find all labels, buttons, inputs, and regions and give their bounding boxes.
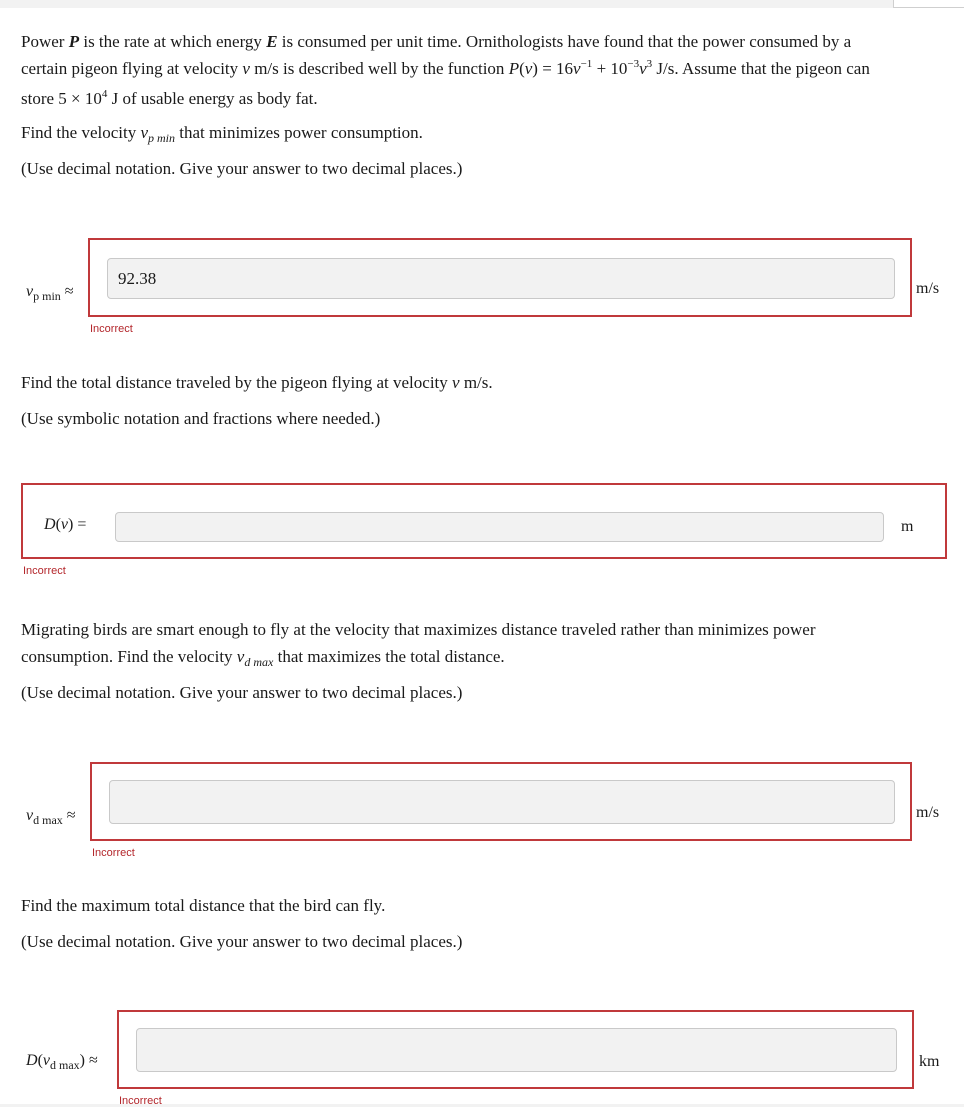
part3-label: $v_{d max}$ ≈ — [26, 807, 76, 827]
part1-instruction: (Use decimal notation. Give your answer to two decimal places.) — [21, 159, 463, 178]
part2-status: Incorrect — [23, 565, 66, 577]
part3-question-line-1: Migrating birds are smart enough to fly at the velocity that maximizes distance traveled rather than minimizes power — [21, 620, 816, 639]
part3-status: Incorrect — [92, 847, 135, 859]
part1-status: Incorrect — [90, 323, 133, 335]
problem-line-1: Power P is the rate at which energy E is consumed per unit time. Ornithologists have found that the power consumed by a — [21, 32, 852, 51]
part3-answer-box — [90, 762, 912, 841]
part3-unit: m/s — [916, 804, 940, 821]
part3-question-line-2: consumption. Find the velocity $v_{d max}$ that maximizes the total distance. — [21, 647, 505, 669]
tab-corner — [893, 0, 964, 8]
part4-status: Incorrect — [119, 1095, 162, 1107]
part1-question: Find the velocity $v_{p min}$ that minimizes power consumption. — [21, 123, 423, 145]
part2-answer-box — [21, 483, 947, 559]
part4-unit: km — [919, 1053, 940, 1070]
problem-statement — [21, 28, 951, 115]
part2-unit: m — [901, 518, 914, 535]
part4-answer-box — [117, 1010, 914, 1089]
part2-label: D(v) = — [44, 516, 87, 533]
part1-label: $v_{p min}$ ≈ — [26, 283, 74, 303]
problem-line-2: certain pigeon flying at velocity v m/s is described well by the function $P(v) = 16v^{-1} + 10^{-3}v^3$ J/s. Assume that the pigeon can — [21, 58, 870, 78]
part4-question: Find the maximum total distance that the bird can fly. — [21, 896, 386, 915]
part4-answer-input[interactable] — [136, 1028, 897, 1072]
part3-answer-input[interactable] — [109, 780, 895, 824]
problem-line-3: store $5 \times 10^4$ J of usable energy as body fat. — [21, 88, 318, 108]
question-page — [0, 8, 964, 1107]
part2-question: Find the total distance traveled by the pigeon flying at velocity v m/s. — [21, 373, 493, 392]
part3-question — [21, 616, 951, 672]
part1-answer-input[interactable] — [107, 258, 895, 299]
part3-instruction: (Use decimal notation. Give your answer to two decimal places.) — [21, 683, 463, 702]
part1-unit: m/s — [916, 280, 940, 297]
part2-instruction: (Use symbolic notation and fractions where needed.) — [21, 409, 381, 428]
part1-answer-box — [88, 238, 912, 317]
part2-answer-input[interactable] — [115, 512, 884, 542]
part4-label: $D(v_{d max})$ ≈ — [26, 1052, 98, 1072]
part4-instruction: (Use decimal notation. Give your answer to two decimal places.) — [21, 932, 463, 951]
